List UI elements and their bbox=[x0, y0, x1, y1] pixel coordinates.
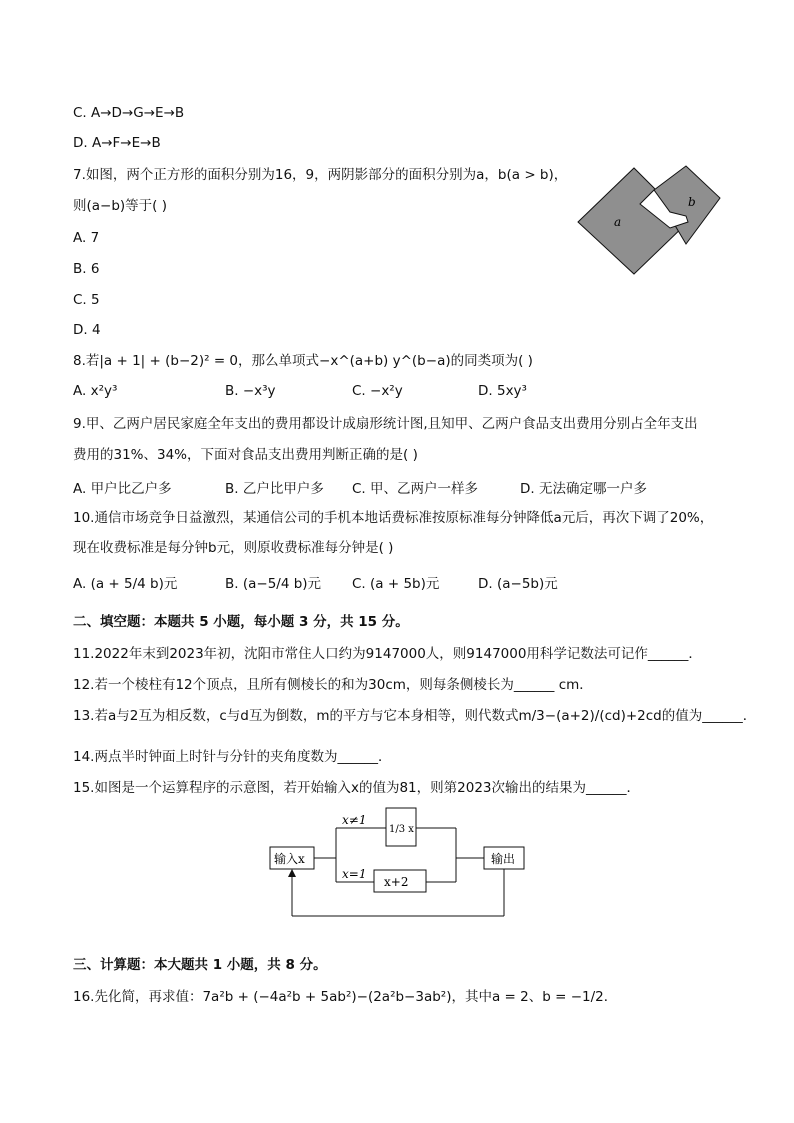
label-a: a bbox=[614, 215, 622, 229]
q8-option-a: A. x²y³ bbox=[73, 383, 118, 399]
q7-stem-line2: 则(a−b)等于( ) bbox=[73, 198, 168, 214]
q15-flow-diagram bbox=[266, 802, 536, 922]
q8-option-b: B. −x³y bbox=[225, 383, 276, 399]
q16-text: 16.先化简，再求值：7a²b + (−4a²b + 5ab²)−(2a²b−3ab²)，其中a = 2、b = −1/2． bbox=[73, 989, 618, 1005]
q7-option-b: B. 6 bbox=[73, 261, 100, 277]
section3-title: 三、计算题：本大题共 1 小题，共 8 分。 bbox=[73, 957, 327, 973]
section2-title: 二、填空题：本题共 5 小题，每小题 3 分，共 15 分。 bbox=[73, 614, 409, 630]
q14-text: 14.两点半时钟面上时针与分针的夹角度数为______． bbox=[73, 749, 392, 765]
q10-option-b: B. (a−5/4 b)元 bbox=[225, 576, 322, 592]
q9-option-b: B. 乙户比甲户多 bbox=[225, 481, 324, 497]
q9-stem-line1: 9.甲、乙两户居民家庭全年支出的费用都设计成扇形统计图,且知甲、乙两户食品支出费用分别占全年支出 bbox=[73, 416, 698, 432]
op-top-label: 1/3 x bbox=[389, 824, 414, 835]
q9-option-c: C. 甲、乙两户一样多 bbox=[352, 481, 479, 497]
label-b: b bbox=[688, 195, 696, 209]
q7-stem-line1: 7.如图，两个正方形的面积分别为16，9，两阴影部分的面积分别为a，b(a > b)， bbox=[73, 167, 568, 183]
q9-option-a: A. 甲户比乙户多 bbox=[73, 481, 172, 497]
q8-stem: 8.若|a + 1| + (b−2)² = 0，那么单项式−x^(a+b) y^(b−a)的同类项为( ) bbox=[73, 353, 533, 369]
op-bottom-label: x+2 bbox=[384, 875, 409, 889]
q9-option-d: D. 无法确定哪一户多 bbox=[520, 481, 647, 497]
q15-text: 15.如图是一个运算程序的示意图，若开始输入x的值为81，则第2023次输出的结果为______． bbox=[73, 780, 640, 796]
q10-option-c: C. (a + 5b)元 bbox=[352, 576, 440, 592]
q6-option-d: D. A→F→E→B bbox=[73, 135, 161, 151]
q10-option-a: A. (a + 5/4 b)元 bbox=[73, 576, 178, 592]
q11-text: 11.2022年末到2023年初，沈阳市常住人口约为9147000人，则9147000用科学记数法可记作______． bbox=[73, 646, 702, 662]
q7-option-d: D. 4 bbox=[73, 322, 101, 338]
q10-stem-line1: 10.通信市场竞争日益激烈，某通信公司的手机本地话费标准按原标准每分钟降低a元后，再次下调了20%， bbox=[73, 510, 714, 526]
cond-top: x≠1 bbox=[342, 813, 367, 827]
q8-option-c: C. −x²y bbox=[352, 383, 403, 399]
q6-option-c: C. A→D→G→E→B bbox=[73, 105, 185, 121]
q10-option-d: D. (a−5b)元 bbox=[478, 576, 558, 592]
output-label: 输出 bbox=[491, 852, 516, 866]
input-label: 输入x bbox=[274, 852, 305, 866]
q9-stem-line2: 费用的31%、34%，下面对食品支出费用判断正确的是( ) bbox=[73, 447, 418, 463]
cond-bottom: x=1 bbox=[342, 867, 367, 881]
q12-text: 12.若一个棱柱有12个顶点，且所有侧棱长的和为30cm，则每条侧棱长为______ cm． bbox=[73, 677, 593, 693]
q10-stem-line2: 现在收费标准是每分钟b元，则原收费标准每分钟是( ) bbox=[73, 540, 394, 556]
q8-option-d: D. 5xy³ bbox=[478, 383, 527, 399]
q13-text: 13.若a与2互为相反数，c与d互为倒数，m的平方与它本身相等，则代数式m/3−(a+2)/(cd)+2cd的值为______． bbox=[73, 708, 757, 724]
q7-option-c: C. 5 bbox=[73, 292, 100, 308]
q7-option-a: A. 7 bbox=[73, 230, 100, 246]
loop-arrow bbox=[288, 869, 296, 877]
q7-squares-figure bbox=[574, 160, 734, 280]
